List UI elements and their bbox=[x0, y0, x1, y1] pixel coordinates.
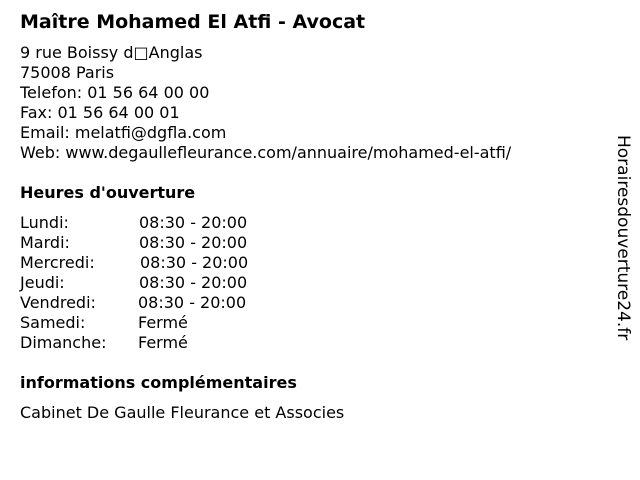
email-line: Email: melatfi@dgfla.com bbox=[20, 123, 227, 142]
street-line: 9 rue Boissy d□Anglas bbox=[20, 43, 203, 62]
day-label: Mardi: bbox=[20, 233, 70, 252]
city-line: 75008 Paris bbox=[20, 63, 115, 82]
time-value: Fermé bbox=[138, 313, 188, 332]
time-value: 08:30 - 20:00 bbox=[139, 233, 248, 252]
day-label: Samedi: bbox=[20, 313, 86, 332]
time-value: 08:30 - 20:00 bbox=[139, 213, 248, 232]
time-value: Fermé bbox=[138, 333, 188, 352]
phone-line: Telefon: 01 56 64 00 00 bbox=[20, 83, 210, 102]
day-label: Lundi: bbox=[20, 213, 69, 232]
day-label: Dimanche: bbox=[20, 333, 107, 352]
fax-line: Fax: 01 56 64 00 01 bbox=[20, 103, 180, 122]
time-value: 08:30 - 20:00 bbox=[139, 273, 248, 292]
address-block bbox=[20, 43, 511, 163]
web-line: Web: www.degaullefleurance.com/annuaire/mohamed-el-atfi/ bbox=[20, 143, 512, 162]
time-value: 08:30 - 20:00 bbox=[138, 293, 247, 312]
time-value: 08:30 - 20:00 bbox=[140, 253, 249, 272]
site-watermark: Horairesdouverture24.fr bbox=[613, 135, 633, 341]
info-heading: informations complémentaires bbox=[20, 373, 297, 392]
info-text: Cabinet De Gaulle Fleurance et Associes bbox=[20, 403, 345, 422]
page-title: Maître Mohamed El Atfi - Avocat bbox=[20, 11, 366, 33]
day-label: Vendredi: bbox=[20, 293, 96, 312]
day-label: Mercredi: bbox=[20, 253, 95, 272]
day-label: Jeudi: bbox=[20, 273, 65, 292]
hours-heading: Heures d'ouverture bbox=[20, 183, 196, 202]
